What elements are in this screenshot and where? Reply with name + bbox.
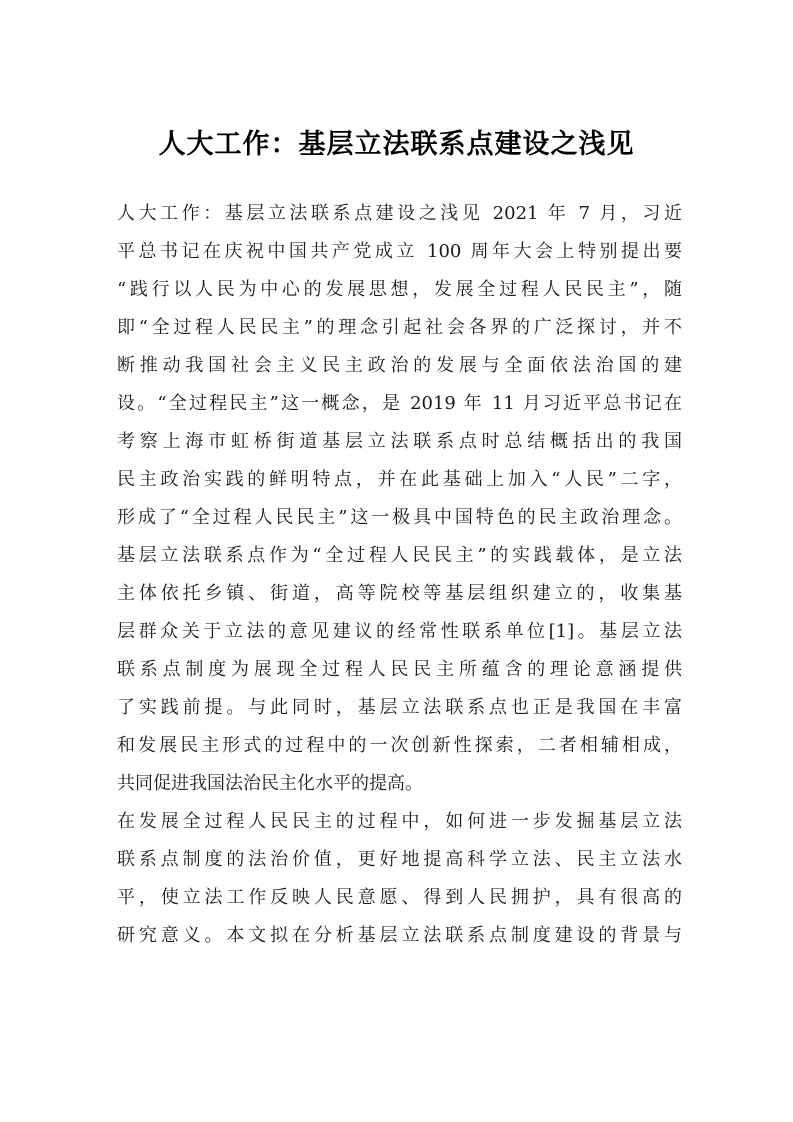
text-line: “践行以人民为中心的发展思想，发展全过程人民民主”，随 (117, 279, 682, 300)
text-line: 设。“全过程民主”这一概念，是 2019 年 11 月习近平总书记在 (117, 393, 682, 414)
text-line: 共同促进我国法治民主化水平的提高。 (117, 773, 423, 794)
text-line: 在发展全过程人民民主的过程中，如何进一步发掘基层立法 (117, 811, 682, 832)
text-line: 研究意义。本文拟在分析基层立法联系点制度建设的背景与 (117, 925, 682, 946)
text-line: 基层立法联系点作为“全过程人民民主”的实践载体，是立法 (117, 545, 682, 566)
text-line: 层群众关于立法的意见建议的经常性联系单位[1]。基层立法 (117, 621, 682, 642)
text-line: 断推动我国社会主义民主政治的发展与全面依法治国的建 (117, 355, 682, 376)
document-title: 人大工作：基层立法联系点建设之浅见 (158, 129, 635, 160)
paragraph (117, 803, 682, 955)
text-line: 和发展民主形式的过程中的一次创新性探索，二者相辅相成， (117, 735, 682, 756)
text-line: 平，使立法工作反映人民意愿、得到人民拥护，具有很高的 (117, 887, 682, 908)
text-line: 即“全过程人民民主”的理念引起社会各界的广泛探讨，并不 (117, 317, 682, 338)
text-line: 联系点制度为展现全过程人民民主所蕴含的理论意涵提供 (117, 659, 682, 680)
text-line: 形成了“全过程人民民主”这一极具中国特色的民主政治理念。 (117, 507, 682, 528)
text-line: 平总书记在庆祝中国共产党成立 100 周年大会上特别提出要 (117, 241, 682, 262)
text-line: 了实践前提。与此同时，基层立法联系点也正是我国在丰富 (117, 697, 682, 718)
text-line: 联系点制度的法治价值，更好地提高科学立法、民主立法水 (117, 849, 682, 870)
paragraph (117, 195, 682, 803)
text-line: 考察上海市虹桥街道基层立法联系点时总结概括出的我国 (117, 431, 682, 452)
document-body (117, 195, 682, 955)
text-line: 民主政治实践的鲜明特点，并在此基础上加入“人民”二字， (117, 469, 682, 490)
text-line: 人大工作：基层立法联系点建设之浅见 2021 年 7 月，习近 (117, 203, 682, 224)
text-line: 主体依托乡镇、街道，高等院校等基层组织建立的，收集基 (117, 583, 682, 604)
